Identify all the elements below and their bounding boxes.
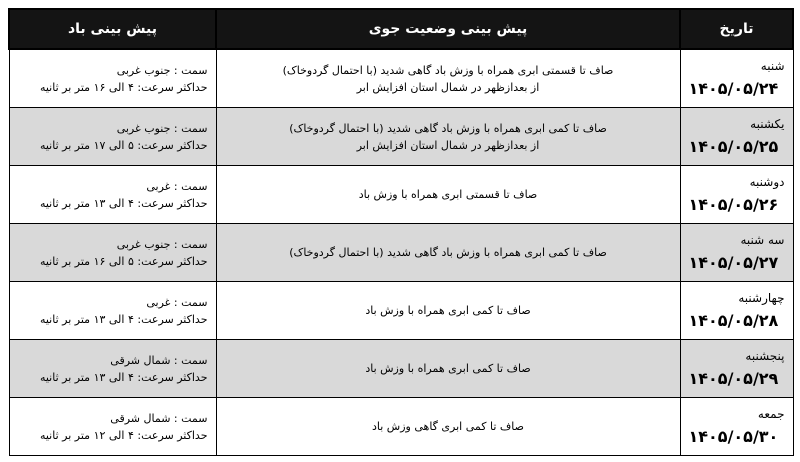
forecast-line: صاف تا کمی ابری همراه با وزش باد گاهی شدید (با احتمال گردوخاک): [289, 121, 607, 135]
forecast-table-container: [8, 8, 794, 456]
wind-direction: سمت : غربی: [146, 295, 208, 309]
date-cell: [680, 108, 793, 166]
day-name: یکشنبه: [750, 117, 785, 131]
forecast-line: صاف تا قسمتی ابری همراه با وزش باد گاهی شدید (با احتمال گردوخاک): [282, 63, 614, 77]
table-row: [9, 398, 793, 456]
wind-speed: حداکثر سرعت: ۴ الی ۱۳ متر بر ثانیه: [39, 312, 208, 326]
wind-direction: سمت : جنوب غربی: [116, 63, 208, 77]
date-cell: [680, 282, 793, 340]
wind-direction: سمت : جنوب غربی: [116, 121, 208, 135]
forecast-line: صاف تا کمی ابری همراه با وزش باد گاهی شدید (با احتمال گردوخاک): [289, 246, 607, 259]
wind-direction: سمت : غربی: [146, 179, 208, 193]
weather-forecast-table: [8, 8, 794, 456]
day-name: پنجشنبه: [745, 349, 785, 363]
forecast-cell: [216, 166, 680, 224]
date-cell: [680, 166, 793, 224]
forecast-cell: [216, 49, 680, 108]
header-wind: پیش بینی باد: [9, 9, 216, 49]
forecast-cell: [216, 398, 680, 456]
table-row: [9, 282, 793, 340]
wind-speed: حداکثر سرعت: ۴ الی ۱۳ متر بر ثانیه: [39, 196, 208, 210]
table-row: [9, 340, 793, 398]
forecast-line: صاف تا کمی ابری همراه با وزش باد: [365, 304, 531, 317]
forecast-line: از بعدازظهر در شمال استان افزایش ابر: [356, 138, 540, 152]
wind-cell: [9, 398, 216, 456]
wind-cell: [9, 224, 216, 282]
table-row: [9, 224, 793, 282]
day-name: دوشنبه: [749, 175, 785, 189]
forecast-cell: [216, 340, 680, 398]
date-cell: [680, 49, 793, 108]
forecast-line: صاف تا کمی ابری گاهی وزش باد: [372, 420, 524, 433]
header-forecast: پیش بینی وضعیت جوی: [216, 9, 680, 49]
date-cell: [680, 340, 793, 398]
date-value: ۱۴۰۵/۰۵/۲۶: [688, 195, 779, 214]
wind-speed: حداکثر سرعت: ۴ الی ۱۲ متر بر ثانیه: [39, 428, 208, 442]
date-value: ۱۴۰۵/۰۵/۲۵: [688, 137, 779, 156]
date-cell: [680, 398, 793, 456]
forecast-line: صاف تا کمی ابری همراه با وزش باد: [365, 362, 531, 375]
wind-cell: [9, 49, 216, 108]
wind-direction: سمت : شمال شرقی: [110, 353, 208, 367]
forecast-line: صاف تا قسمتی ابری همراه با وزش باد: [358, 188, 538, 201]
header-date: تاریخ: [680, 9, 793, 49]
forecast-line: از بعدازظهر در شمال استان افزایش ابر: [356, 80, 540, 94]
wind-speed: حداکثر سرعت: ۴ الی ۱۶ متر بر ثانیه: [39, 80, 208, 94]
date-value: ۱۴۰۵/۰۵/۲۸: [688, 311, 779, 330]
wind-cell: [9, 282, 216, 340]
forecast-cell: [216, 108, 680, 166]
forecast-cell: [216, 224, 680, 282]
wind-cell: [9, 108, 216, 166]
table-row: [9, 166, 793, 224]
day-name: سه شنبه: [740, 233, 785, 247]
date-value: ۱۴۰۵/۰۵/۲۹: [688, 369, 779, 388]
wind-speed: حداکثر سرعت: ۵ الی ۱۶ متر بر ثانیه: [39, 254, 208, 268]
date-cell: [680, 224, 793, 282]
date-value: ۱۴۰۵/۰۵/۲۴: [688, 79, 779, 98]
table-header-row: [9, 9, 793, 49]
forecast-cell: [216, 282, 680, 340]
wind-speed: حداکثر سرعت: ۵ الی ۱۷ متر بر ثانیه: [39, 138, 208, 152]
table-row: [9, 49, 793, 108]
wind-direction: سمت : جنوب غربی: [116, 237, 208, 251]
day-name: چهارشنبه: [738, 291, 785, 305]
table-row: [9, 108, 793, 166]
wind-speed: حداکثر سرعت: ۴ الی ۱۳ متر بر ثانیه: [39, 370, 208, 384]
day-name: شنبه: [760, 59, 785, 73]
wind-direction: سمت : شمال شرقی: [110, 411, 208, 425]
date-value: ۱۴۰۵/۰۵/۲۷: [688, 253, 779, 272]
day-name: جمعه: [757, 407, 785, 421]
wind-cell: [9, 166, 216, 224]
date-value: ۱۴۰۵/۰۵/۳۰: [688, 427, 779, 446]
wind-cell: [9, 340, 216, 398]
